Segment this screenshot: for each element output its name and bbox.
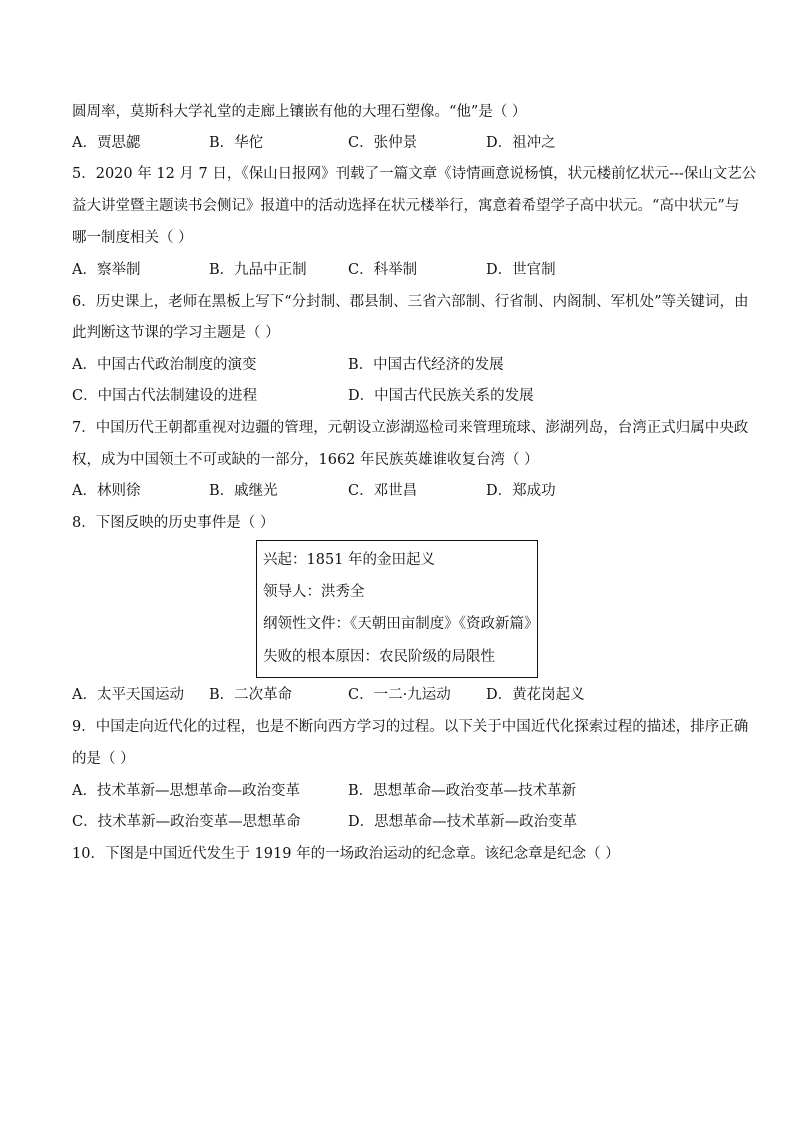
question-7-option-d: D．郑成功 xyxy=(486,483,556,499)
question-5-option-c: C．科举制 xyxy=(348,262,418,278)
question-9-option-d: D．思想革命—技术革新—政治变革 xyxy=(348,814,578,830)
question-7-option-c: C．邓世昌 xyxy=(348,483,418,499)
question-4-option-a: A．贾思勰 xyxy=(72,135,141,151)
question-8-option-d: D．黄花岗起义 xyxy=(486,687,585,703)
question-9-text-line2: 的是（ ） xyxy=(72,751,135,767)
question-6-option-b: B．中国古代经济的发展 xyxy=(348,357,504,373)
question-4-option-c: C．张仲景 xyxy=(348,135,418,151)
question-9-option-b: B．思想革命—政治变革—技术革新 xyxy=(348,783,577,799)
question-5-text-line1: 5．2020 年 12 月 7 日，《保山日报网》刊载了一篇文章《诗情画意说杨慎，状元楼前忆状元---保山文艺公 xyxy=(72,166,757,182)
question-5-text-line3: 哪一制度相关（ ） xyxy=(72,230,193,246)
question-4-text: 圆周率，莫斯科大学礼堂的走廊上镶嵌有他的大理石塑像。“他”是（ ） xyxy=(72,104,527,120)
question-5-text-line2: 益大讲堂暨主题读书会侧记》报道中的活动选择在状元楼举行，寓意着希望学子高中状元。“高中状元”与 xyxy=(72,198,740,214)
info-box-row-program: 纲领性文件：《天朝田亩制度》《资政新篇》 xyxy=(263,616,539,632)
question-5-option-d: D．世官制 xyxy=(486,262,556,278)
question-7-option-a: A．林则徐 xyxy=(72,483,141,499)
question-6-text-line1: 6．历史课上，老师在黑板上写下“分封制、郡县制、三省六部制、行省制、内阁制、军机处”等关键词，由 xyxy=(72,294,749,310)
question-7-option-b: B．戚继光 xyxy=(209,483,278,499)
question-7-text-line2: 权，成为中国领土不可或缺的一部分，1662 年民族英雄谁收复台湾（ ） xyxy=(72,452,539,468)
question-6-option-a: A．中国古代政治制度的演变 xyxy=(72,357,257,373)
info-box-row-origin: 兴起：1851 年的金田起义 xyxy=(263,552,436,568)
question-8-text: 8．下图反映的历史事件是（ ） xyxy=(72,515,275,531)
question-8-option-b: B．二次革命 xyxy=(209,687,293,703)
question-6-option-d: D．中国古代民族关系的发展 xyxy=(348,388,534,404)
question-8-info-box xyxy=(256,540,538,678)
question-9-option-a: A．技术革新—思想革命—政治变革 xyxy=(72,783,300,799)
info-box-row-failure-cause: 失败的根本原因：农民阶级的局限性 xyxy=(263,649,495,665)
question-4-option-d: D．祖冲之 xyxy=(486,135,556,151)
question-10-text: 10．下图是中国近代发生于 1919 年的一场政治运动的纪念章。该纪念章是纪念（ ） xyxy=(72,846,620,862)
question-4-option-b: B．华佗 xyxy=(209,135,264,151)
question-5-option-b: B．九品中正制 xyxy=(209,262,307,278)
question-7-text-line1: 7．中国历代王朝都重视对边疆的管理，元朝设立澎湖巡检司来管理琉球、澎湖列岛，台湾正式归属中央政 xyxy=(72,420,749,436)
info-box-row-leader: 领导人：洪秀全 xyxy=(263,584,365,600)
question-6-text-line2: 此判断这节课的学习主题是（ ） xyxy=(72,325,280,341)
question-5-option-a: A．察举制 xyxy=(72,262,141,278)
question-9-option-c: C．技术革新—政治变革—思想革命 xyxy=(72,814,301,830)
question-6-option-c: C．中国古代法制建设的进程 xyxy=(72,388,258,404)
question-8-option-c: C．一二·九运动 xyxy=(348,687,451,703)
question-9-text-line1: 9．中国走向近代化的过程，也是不断向西方学习的过程。以下关于中国近代化探索过程的描述，排序正确 xyxy=(72,719,749,735)
question-8-option-a: A．太平天国运动 xyxy=(72,687,184,703)
